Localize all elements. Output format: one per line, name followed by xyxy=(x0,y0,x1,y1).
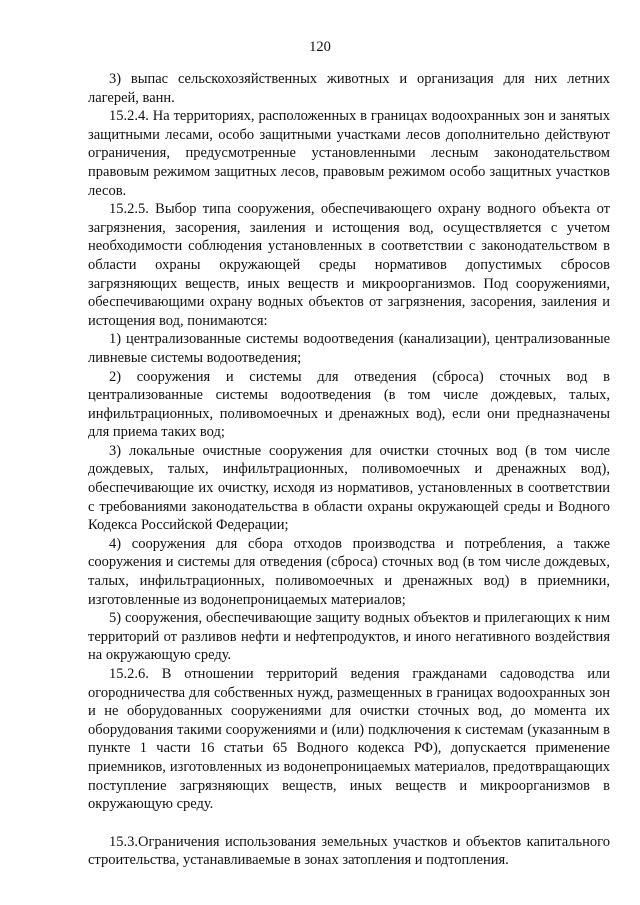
page-number: 120 xyxy=(309,39,331,55)
list-item-2: 2) сооружения и системы для отведения (сброса) сточных вод в централизованные системы водоотведения (в том числе дождевых, талых, инфильтрационных, поливомоечных и дренажных вод), если они предназначены для приема таких вод; xyxy=(88,368,610,441)
list-item-1: 1) централизованные системы водоотведения (канализации), централизованные ливневые системы водоотведения; xyxy=(88,331,610,366)
paragraph-15-2-6: 15.2.6. В отношении территорий ведения гражданами садоводства или огородничества для собственных нужд, размещенных в границах водоохранных зон и не оборудованных сооружениями для очистки сточных вод, до момента их оборудования такими сооружениями и (или) подключения к системам (указанным в пункте 1 части 16 статьи 65 Водного кодекса РФ), допускается применение приемников, изготовленных из водонепроницаемых материалов, предотвращающих поступление загрязняющих веществ, иных веществ и микроорганизмов в окружающую среду. xyxy=(88,666,610,813)
paragraph-livestock-grazing: 3) выпас сельскохозяйственных животных и организация для них летних лагерей, ванн. xyxy=(88,71,610,106)
paragraph-15-2-4: 15.2.4. На территориях, расположенных в границах водоохранных зон и занятых защитными лесами, особо защитными участками лесов дополнительно действуют ограничения, предусмотренные установленными лесным законодательством правовым режимом защитных лесов, правовым режимом особо защитных участков лесов. xyxy=(88,108,610,199)
list-item-3: 3) локальные очистные сооружения для очистки сточных вод (в том числе дождевых, талых, инфильтрационных, поливомоечных и дренажных вод), обеспечивающие их очистку, исходя из нормативов, установленных в соответствии с требованиями законодательства в области охраны окружающей среды и Водного Кодекса Российской Федерации; xyxy=(88,442,610,534)
section-heading-15-3: 15.3.Ограничения использования земельных участков и объектов капитального строительства, устанавливаемые в зонах затопления и подтопления. xyxy=(88,833,610,869)
list-item-4: 4) сооружения для сбора отходов производства и потребления, а также сооружения и системы для отведения (сброса) сточных вод (в том числе дождевых, талых, инфильтрационных, поливомоечных и дренажных вод) в приемники, изготовленные из водонепроницаемых материалов; xyxy=(88,535,610,608)
paragraph-15-2-5: 15.2.5. Выбор типа сооружения, обеспечивающего охрану водного объекта от загрязнения, засорения, заиления и истощения вод, осуществляется с учетом необходимости соблюдения установленных в соответствии с законодательством в области охраны окружающей среды нормативов допустимых сбросов загрязняющих веществ, иных веществ и микроорганизмов. Под сооружениями, обеспечивающими охрану водных объектов от загрязнения, засорения, заиления и истощения вод, понимаются: xyxy=(88,201,610,329)
document-body xyxy=(88,70,610,870)
list-item-5: 5) сооружения, обеспечивающие защиту водных объектов и прилегающих к ним территорий от разливов нефти и нефтепродуктов, и иного негативного воздействия на окружающую среду. xyxy=(88,610,610,664)
